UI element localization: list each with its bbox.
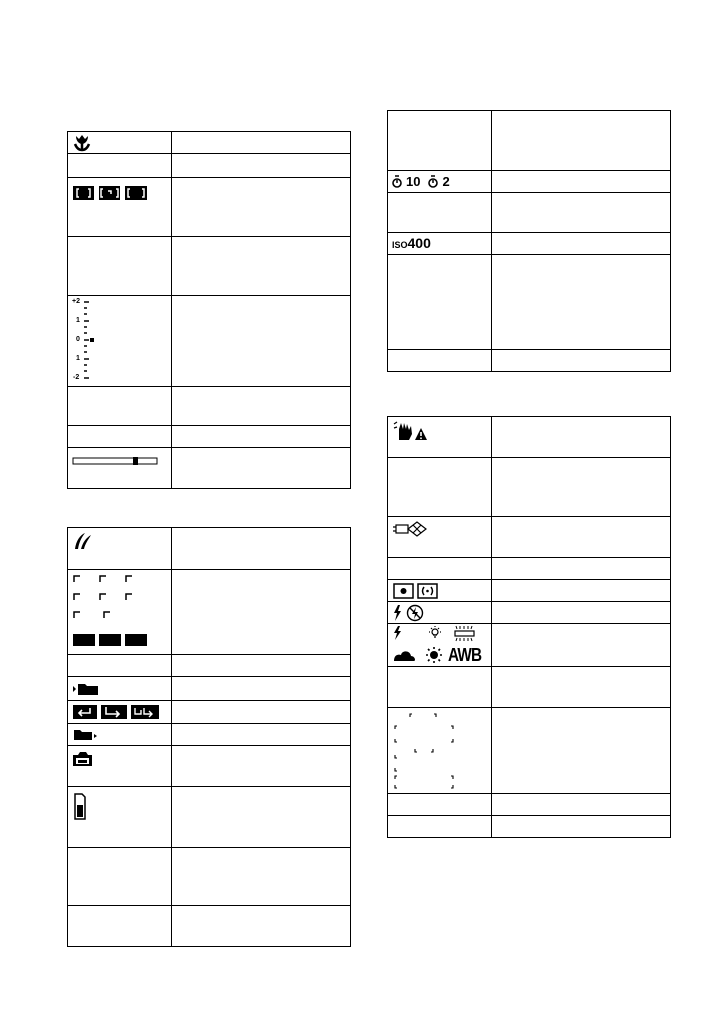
- flash-icons: [388, 602, 492, 624]
- table-row: [388, 193, 671, 233]
- table-cell: [492, 458, 671, 517]
- metering-icons: [388, 580, 492, 602]
- ev-scale-label: 0: [76, 336, 80, 343]
- table-cell: [68, 387, 172, 426]
- table-cell: [388, 350, 492, 372]
- table-cell: [388, 794, 492, 816]
- table-cell: [172, 296, 351, 387]
- table-cell: [388, 667, 492, 708]
- table-cell: [68, 848, 172, 906]
- table-row: [388, 667, 671, 708]
- table-row: [68, 132, 351, 154]
- macro-icon: [68, 132, 172, 154]
- iso-label: ISO: [392, 239, 408, 250]
- table-cell: [388, 558, 492, 580]
- ev-scale-label: 1: [76, 355, 80, 362]
- table-cell: [492, 558, 671, 580]
- table-row: [68, 296, 351, 387]
- table-cell: [492, 580, 671, 602]
- table-cell: [388, 255, 492, 350]
- table-cell: [172, 746, 351, 787]
- indicator-table-1: [67, 131, 351, 489]
- table-cell: [172, 787, 351, 848]
- table-cell: [492, 517, 671, 558]
- table-row: [388, 171, 671, 193]
- table-cell: [172, 237, 351, 296]
- table-cell: [388, 816, 492, 838]
- table-row: [388, 458, 671, 517]
- table-row: [68, 154, 351, 178]
- indicator-table-4: [387, 416, 671, 838]
- self-timer-10-label: 10: [406, 174, 421, 189]
- table-row: [388, 816, 671, 838]
- self-timer-2-label: 2: [442, 174, 450, 189]
- table-cell: [68, 655, 172, 677]
- zoom-bar-icon: [68, 448, 172, 489]
- table-row: [68, 570, 351, 655]
- table-cell: [172, 448, 351, 489]
- table-cell: [172, 724, 351, 746]
- iso-icon: [388, 233, 492, 255]
- iso-value: 400: [407, 234, 431, 251]
- table-row: [68, 237, 351, 296]
- camera-icon: [68, 746, 172, 787]
- table-cell: [492, 417, 671, 458]
- table-cell: [172, 528, 351, 570]
- table-row: [68, 528, 351, 570]
- table-row: [68, 426, 351, 448]
- table-cell: [172, 178, 351, 237]
- table-cell: [172, 154, 351, 178]
- table-row: [388, 580, 671, 602]
- table-cell: [68, 237, 172, 296]
- table-cell: [492, 708, 671, 794]
- table-row: [68, 701, 351, 724]
- battery-card-icon: [68, 787, 172, 848]
- white-balance-icons: [388, 624, 492, 667]
- table-row: [68, 746, 351, 787]
- table-cell: [172, 701, 351, 724]
- table-cell: [492, 794, 671, 816]
- ev-scale-label: -2: [73, 374, 80, 381]
- table-cell: [492, 111, 671, 171]
- table-cell: [68, 906, 172, 947]
- battery-warning-icon: [388, 517, 492, 558]
- table-row: [68, 787, 351, 848]
- table-cell: [172, 655, 351, 677]
- table-cell: [492, 624, 671, 667]
- table-row: [388, 558, 671, 580]
- table-row: [68, 848, 351, 906]
- table-row: [68, 178, 351, 237]
- table-cell: [492, 667, 671, 708]
- table-cell: [388, 111, 492, 171]
- awb-label: AWB: [448, 645, 482, 665]
- table-cell: [172, 906, 351, 947]
- table-cell: [172, 848, 351, 906]
- table-row: [388, 233, 671, 255]
- ev-scale-label: +2: [72, 298, 80, 305]
- timer-icon: [428, 175, 438, 189]
- table-row: [68, 906, 351, 947]
- table-row: [68, 655, 351, 677]
- table-row: [388, 794, 671, 816]
- table-row: [388, 624, 671, 667]
- table-row: [388, 417, 671, 458]
- table-cell: [68, 426, 172, 448]
- table-cell: [492, 233, 671, 255]
- self-timer-icons: [388, 171, 492, 193]
- folder-in-icon: [68, 677, 172, 701]
- table-row: [388, 255, 671, 350]
- image-size-icons: [68, 570, 172, 655]
- indicator-table-2: [67, 527, 351, 947]
- table-row: [68, 724, 351, 746]
- table-row: [388, 708, 671, 794]
- table-row: [68, 448, 351, 489]
- table-cell: [172, 677, 351, 701]
- focus-frame-icons: [68, 178, 172, 237]
- table-row: [68, 387, 351, 426]
- af-frame-icon: [388, 708, 492, 794]
- table-row: [388, 602, 671, 624]
- table-cell: [388, 193, 492, 233]
- table-cell: [68, 154, 172, 178]
- table-cell: [388, 458, 492, 517]
- table-cell: [492, 350, 671, 372]
- indicator-table-3: [387, 110, 671, 372]
- table-cell: [492, 171, 671, 193]
- table-cell: [492, 602, 671, 624]
- table-row: [68, 677, 351, 701]
- table-row: [388, 517, 671, 558]
- folder-out-icon: [68, 724, 172, 746]
- table-row: [388, 350, 671, 372]
- table-cell: [172, 132, 351, 154]
- scene-icon: [68, 528, 172, 570]
- timer-icon: [392, 175, 402, 189]
- exposure-scale-icon: [68, 296, 172, 387]
- table-row: [388, 111, 671, 171]
- ev-scale-label: 1: [76, 317, 80, 324]
- playback-mode-icons: [68, 701, 172, 724]
- table-cell: [492, 816, 671, 838]
- camera-shake-warning-icon: [388, 417, 492, 458]
- table-cell: [492, 255, 671, 350]
- table-cell: [172, 387, 351, 426]
- table-cell: [172, 570, 351, 655]
- table-cell: [172, 426, 351, 448]
- table-cell: [492, 193, 671, 233]
